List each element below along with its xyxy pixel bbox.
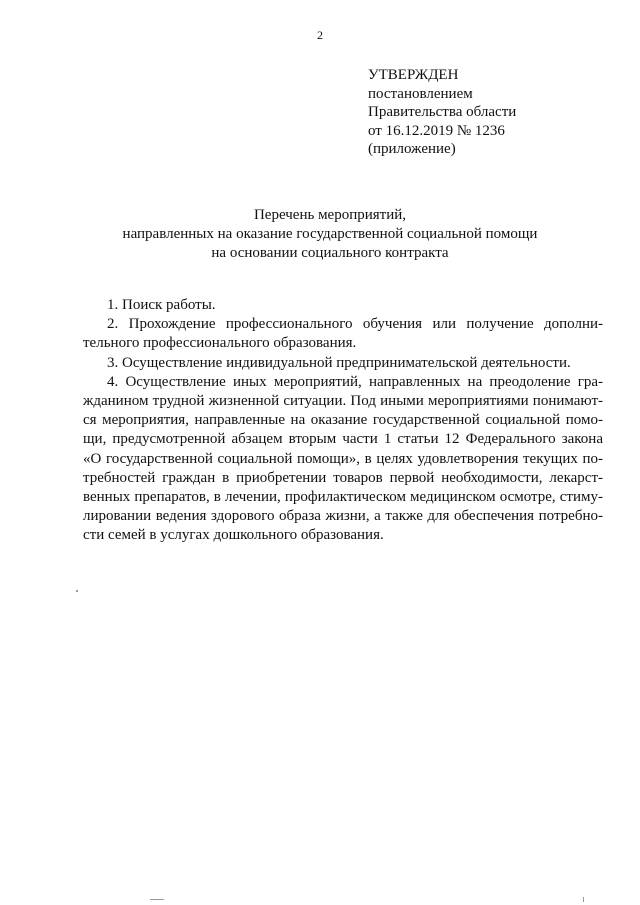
document-title <box>0 206 640 263</box>
approval-date-number: от 16.12.2019 № 1236 <box>368 122 505 139</box>
list-item-3: 3. Осуществление индивидуальной предпринимательской деятельности. <box>107 354 571 371</box>
list-item-2-continued: тельного профессионального образования. <box>83 335 357 352</box>
approval-authority: Правительства области <box>368 104 517 120</box>
title-line: Перечень мероприятий, <box>253 207 407 223</box>
document-body <box>83 296 603 545</box>
approval-stamp <box>368 66 628 159</box>
scan-artifact-mark <box>583 897 584 902</box>
page-number: 2 <box>317 28 323 42</box>
list-item-4-continued: венных препаратов, в лечении, профилактическом медицинском осмотре, стиму- <box>83 488 603 505</box>
title-line: на основании социального контракта <box>211 245 449 261</box>
scan-artifact-mark <box>76 590 78 592</box>
list-item-1: 1. Поиск работы. <box>107 297 216 313</box>
list-item-2: 2. Прохождение профессионального обучения или получение дополни- <box>107 316 603 333</box>
title-line: направленных на оказание государственной социальной помощи <box>122 226 538 242</box>
list-item-4-continued: щи, предусмотренной абзацем вторым части 1 статьи 12 Федерального закона <box>83 431 603 448</box>
list-item-4-continued: ся мероприятия, направленные на оказание государственной социальной помо- <box>83 412 603 429</box>
scan-artifact-mark <box>150 899 164 900</box>
approval-by-resolution: постановлением <box>368 85 473 102</box>
list-item-4: 4. Осуществление иных мероприятий, направленных на преодоление гра- <box>107 373 603 390</box>
approval-heading: УТВЕРЖДЕН <box>368 67 459 83</box>
list-item-4-continued: «О государственной социальной помощи», в целях удовлетворения текущих по- <box>83 450 603 467</box>
list-item-4-continued: лировании ведения здорового образа жизни, а также для обеспечения потребно- <box>83 508 603 525</box>
list-item-4-continued: сти семей в услугах дошкольного образования. <box>83 527 384 544</box>
list-item-4-continued: жданином трудной жизненной ситуации. Под иными мероприятиями понимают- <box>83 392 603 409</box>
approval-appendix: (приложение) <box>368 141 456 157</box>
list-item-4-continued: требностей граждан в приобретении товаров первой необходимости, лекарст- <box>83 469 603 486</box>
